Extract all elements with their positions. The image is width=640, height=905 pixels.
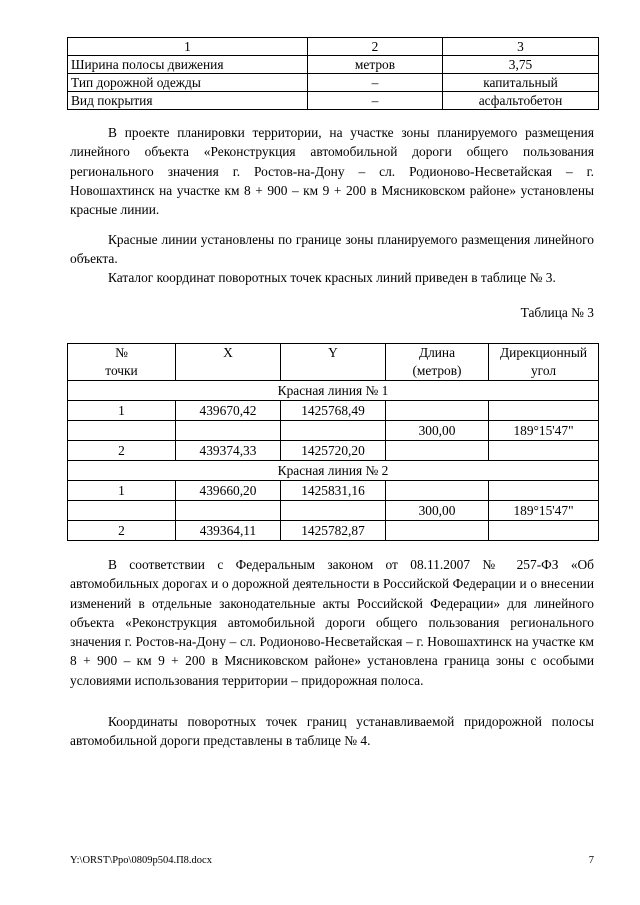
paragraph-red-lines-intro: В проекте планировки территории, на участке зоны планируемого размещения линейного объекта «Реконструкция автомобильной дороги общего пользования регионального значения г. Ростов-на-Дону – сл. Родионово-Несветайская – г. Новошахтинск на участке км 8 + 900 – км 9 + 200 в Мясниковском районе» установлены красные линии. xyxy=(70,125,594,218)
empty-cell xyxy=(68,421,176,441)
empty-cell xyxy=(489,481,599,501)
table-row xyxy=(68,521,599,541)
column-number-cell: 1 xyxy=(68,38,308,56)
table-row xyxy=(68,481,599,501)
table-row xyxy=(68,56,599,74)
empty-cell xyxy=(386,481,489,501)
header-y: Y xyxy=(281,344,386,381)
value-cell: асфальтобетон xyxy=(443,92,599,110)
footer-file-path: Y:\ORST\Ppo\0809p504.П8.docx xyxy=(70,855,212,866)
x-cell: 439660,20 xyxy=(176,481,281,501)
table-row xyxy=(68,74,599,92)
point-number-cell: 2 xyxy=(68,441,176,461)
empty-cell xyxy=(489,521,599,541)
x-cell: 439670,42 xyxy=(176,401,281,421)
length-cell: 300,00 xyxy=(386,421,489,441)
unit-cell: – xyxy=(308,92,443,110)
header-direction-angle: Дирекционный угол xyxy=(489,344,599,381)
empty-cell xyxy=(386,521,489,541)
y-cell: 1425782,87 xyxy=(281,521,386,541)
empty-cell xyxy=(281,421,386,441)
paragraph-catalog-reference: Каталог координат поворотных точек красных линий приведен в таблице № 3. xyxy=(108,270,556,285)
unit-cell: метров xyxy=(308,56,443,74)
empty-cell xyxy=(176,501,281,521)
table-row xyxy=(68,501,599,521)
empty-cell xyxy=(386,401,489,421)
empty-cell xyxy=(68,501,176,521)
red-lines-coordinates-table xyxy=(67,343,599,541)
angle-cell: 189°15'47" xyxy=(489,421,599,441)
x-cell: 439374,33 xyxy=(176,441,281,461)
empty-cell xyxy=(489,441,599,461)
group-title-row xyxy=(68,381,599,401)
table-row xyxy=(68,401,599,421)
empty-cell xyxy=(176,421,281,441)
empty-cell xyxy=(281,501,386,521)
point-number-cell: 1 xyxy=(68,401,176,421)
column-number-cell: 2 xyxy=(308,38,443,56)
point-number-cell: 1 xyxy=(68,481,176,501)
footer-page-number: 7 xyxy=(588,855,594,866)
red-line-1-title: Красная линия № 1 xyxy=(68,381,599,401)
paragraph-roadside-zone: В соответствии с Федеральным законом от 08.11.2007 № 257-ФЗ «Об автомобильных дорогах и о дорожной деятельности в Российской Федерации и о внесении изменений в отдельные законодательные акты Российской Федерации» для линейного объекта «Реконструкция автомобильной дороги общего пользования регионального значения г. Ростов-на-Дону – сл. Родионово-Несветайская – г. Новошахтинск на участке км 8 + 900 – км 9 + 200 в Мясниковском районе» установлена граница зоны с особыми условиями использования территории – придорожная полоса. xyxy=(70,557,594,688)
table-row xyxy=(68,421,599,441)
empty-cell xyxy=(386,441,489,461)
parameter-name-cell: Вид покрытия xyxy=(68,92,308,110)
column-number-cell: 3 xyxy=(443,38,599,56)
header-length: Длина (метров) xyxy=(386,344,489,381)
angle-cell: 189°15'47" xyxy=(489,501,599,521)
empty-cell xyxy=(489,401,599,421)
paragraph-table4-reference: Координаты поворотных точек границ устанавливаемой придорожной полосы автомобильной дороги представлены в таблице № 4. xyxy=(70,714,594,749)
y-cell: 1425720,20 xyxy=(281,441,386,461)
table-header-row xyxy=(68,344,599,381)
table-caption: Таблица № 3 xyxy=(520,305,594,320)
y-cell: 1425768,49 xyxy=(281,401,386,421)
red-line-2-title: Красная линия № 2 xyxy=(68,461,599,481)
length-cell: 300,00 xyxy=(386,501,489,521)
table-row xyxy=(68,441,599,461)
y-cell: 1425831,16 xyxy=(281,481,386,501)
paragraph-red-lines-border: Красные линии установлены по границе зоны планируемого размещения линейного объекта. xyxy=(70,232,594,267)
road-parameters-table xyxy=(67,37,599,110)
header-point-number: № точки xyxy=(68,344,176,381)
group-title-row xyxy=(68,461,599,481)
parameter-name-cell: Тип дорожной одежды xyxy=(68,74,308,92)
unit-cell: – xyxy=(308,74,443,92)
table-row xyxy=(68,92,599,110)
value-cell: капитальный xyxy=(443,74,599,92)
value-cell: 3,75 xyxy=(443,56,599,74)
parameter-name-cell: Ширина полосы движения xyxy=(68,56,308,74)
header-x: X xyxy=(176,344,281,381)
x-cell: 439364,11 xyxy=(176,521,281,541)
point-number-cell: 2 xyxy=(68,521,176,541)
table-header-row xyxy=(68,38,599,56)
